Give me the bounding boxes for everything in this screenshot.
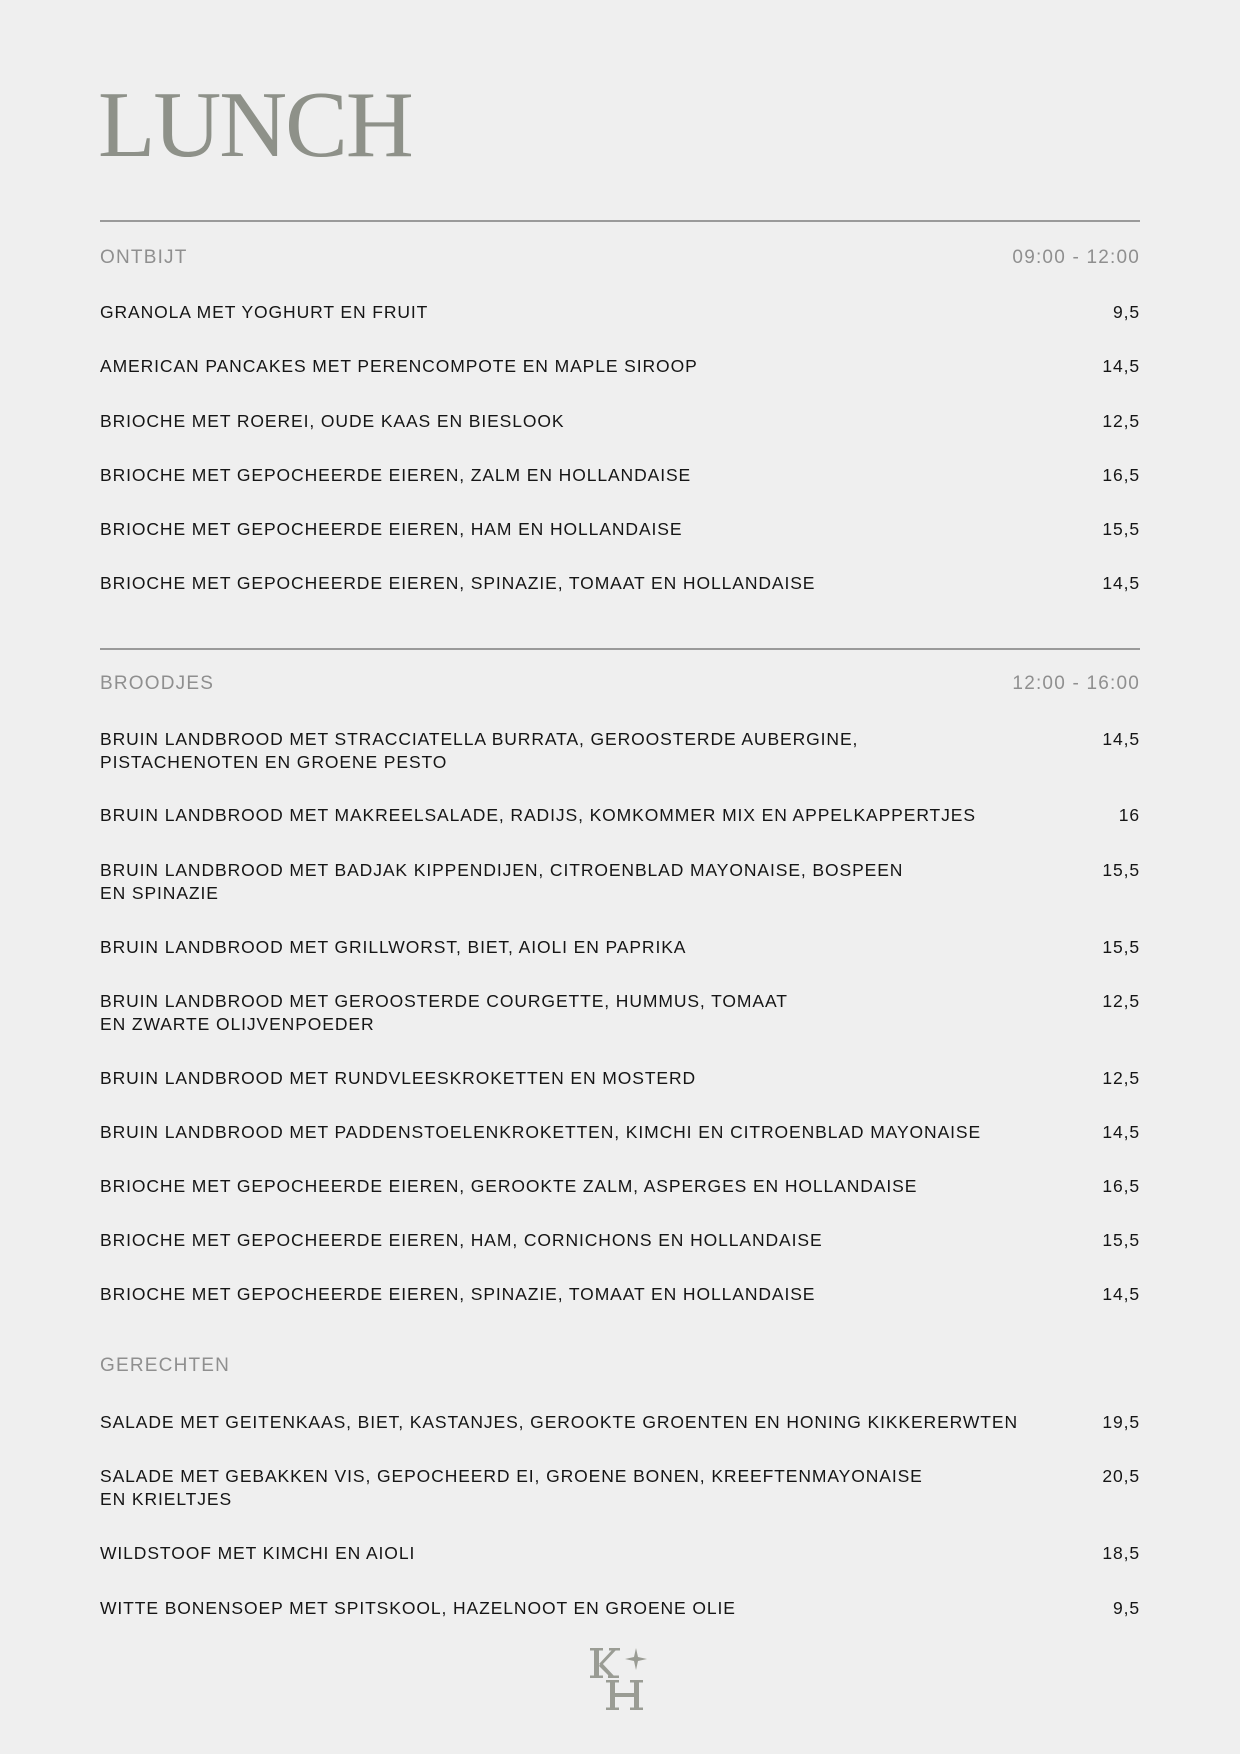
item-name: BRIOCHE MET GEPOCHEERDE EIEREN, SPINAZIE, TOMAAT EN HOLLANDAISE (100, 573, 816, 593)
item-price: 18,5 (1102, 1543, 1140, 1563)
menu-item (100, 355, 1140, 378)
menu-item (100, 936, 1140, 959)
section-header-broodjes (100, 673, 1140, 695)
item-name: BRUIN LANDBROOD MET GEROOSTERDE COURGETTE, HUMMUS, TOMAAT EN ZWARTE OLIJVENPOEDER (100, 991, 788, 1034)
menu-item (100, 1175, 1140, 1198)
item-name: GRANOLA MET YOGHURT EN FRUIT (100, 302, 429, 322)
menu-item (100, 518, 1140, 541)
menu-item (100, 301, 1140, 324)
item-price: 14,5 (1102, 356, 1140, 376)
menu-item (100, 804, 1140, 827)
item-price: 19,5 (1102, 1412, 1140, 1432)
item-price: 14,5 (1102, 1284, 1140, 1304)
section-hours: 12:00 - 16:00 (1012, 673, 1140, 694)
menu-item (100, 1411, 1140, 1434)
item-name: BRUIN LANDBROOD MET RUNDVLEESKROKETTEN EN MOSTERD (100, 1068, 697, 1088)
item-name: AMERICAN PANCAKES MET PERENCOMPOTE EN MAPLE SIROOP (100, 356, 698, 376)
item-name: BRIOCHE MET GEPOCHEERDE EIEREN, HAM, CORNICHONS EN HOLLANDAISE (100, 1230, 823, 1250)
item-price: 15,5 (1102, 937, 1140, 957)
item-price: 12,5 (1102, 991, 1140, 1011)
item-price: 12,5 (1102, 1068, 1140, 1088)
menu-item (100, 410, 1140, 433)
section-title: ONTBIJT (100, 247, 188, 268)
section-hours: 09:00 - 12:00 (1012, 247, 1140, 268)
section-title: BROODJES (100, 673, 215, 694)
item-name: BRUIN LANDBROOD MET BADJAK KIPPENDIJEN, CITROENBLAD MAYONAISE, BOSPEEN EN SPINAZIE (100, 860, 904, 903)
kh-monogram-icon (586, 1644, 654, 1714)
menu-item (100, 464, 1140, 487)
item-name: WILDSTOOF MET KIMCHI EN AIOLI (100, 1543, 416, 1563)
menu-item (100, 1283, 1140, 1306)
section-divider (100, 220, 1140, 222)
item-price: 16 (1118, 805, 1140, 825)
item-price: 15,5 (1102, 860, 1140, 880)
page-title: LUNCH (98, 73, 412, 177)
item-price: 15,5 (1102, 519, 1140, 539)
item-name: BRUIN LANDBROOD MET PADDENSTOELENKROKETTEN, KIMCHI EN CITROENBLAD MAYONAISE (100, 1122, 982, 1142)
item-name: BRIOCHE MET GEPOCHEERDE EIEREN, ZALM EN HOLLANDAISE (100, 465, 692, 485)
menu-item (100, 990, 1140, 1036)
item-name: SALADE MET GEITENKAAS, BIET, KASTANJES, GEROOKTE GROENTEN EN HONING KIKKERERWTEN (100, 1412, 1018, 1432)
menu-item (100, 1121, 1140, 1144)
menu-item (100, 1542, 1140, 1565)
section-title: GERECHTEN (100, 1355, 231, 1376)
section-header-ontbijt (100, 247, 1140, 269)
item-price: 14,5 (1102, 1122, 1140, 1142)
item-name: BRUIN LANDBROOD MET STRACCIATELLA BURRATA, GEROOSTERDE AUBERGINE, PISTACHENOTEN EN GROENE PESTO (100, 729, 859, 772)
item-price: 15,5 (1102, 1230, 1140, 1250)
menu-item (100, 1465, 1140, 1511)
item-price: 9,5 (1112, 1598, 1140, 1618)
item-name: BRIOCHE MET ROEREI, OUDE KAAS EN BIESLOOK (100, 411, 565, 431)
section-header-gerechten (100, 1355, 1140, 1377)
item-name: BRUIN LANDBROOD MET MAKREELSALADE, RADIJS, KOMKOMMER MIX EN APPELKAPPERTJES (100, 805, 976, 825)
item-name: BRIOCHE MET GEPOCHEERDE EIEREN, HAM EN HOLLANDAISE (100, 519, 683, 539)
menu-item (100, 1597, 1140, 1620)
item-price: 16,5 (1102, 465, 1140, 485)
item-price: 16,5 (1102, 1176, 1140, 1196)
menu-item (100, 1229, 1140, 1252)
item-price: 14,5 (1102, 573, 1140, 593)
item-name: WITTE BONENSOEP MET SPITSKOOL, HAZELNOOT EN GROENE OLIE (100, 1598, 736, 1618)
menu-item (100, 1067, 1140, 1090)
item-name: SALADE MET GEBAKKEN VIS, GEPOCHEERD EI, GROENE BONEN, KREEFTENMAYONAISE EN KRIELTJES (100, 1466, 923, 1509)
item-name: BRIOCHE MET GEPOCHEERDE EIEREN, GEROOKTE ZALM, ASPERGES EN HOLLANDAISE (100, 1176, 918, 1196)
item-price: 9,5 (1112, 302, 1140, 322)
item-price: 20,5 (1102, 1466, 1140, 1486)
item-price: 14,5 (1102, 729, 1140, 749)
item-name: BRUIN LANDBROOD MET GRILLWORST, BIET, AIOLI EN PAPRIKA (100, 937, 687, 957)
section-divider (100, 648, 1140, 650)
item-name: BRIOCHE MET GEPOCHEERDE EIEREN, SPINAZIE, TOMAAT EN HOLLANDAISE (100, 1284, 816, 1304)
item-price: 12,5 (1102, 411, 1140, 431)
menu-item (100, 859, 1140, 905)
menu-item (100, 728, 1140, 774)
menu-item (100, 572, 1140, 595)
